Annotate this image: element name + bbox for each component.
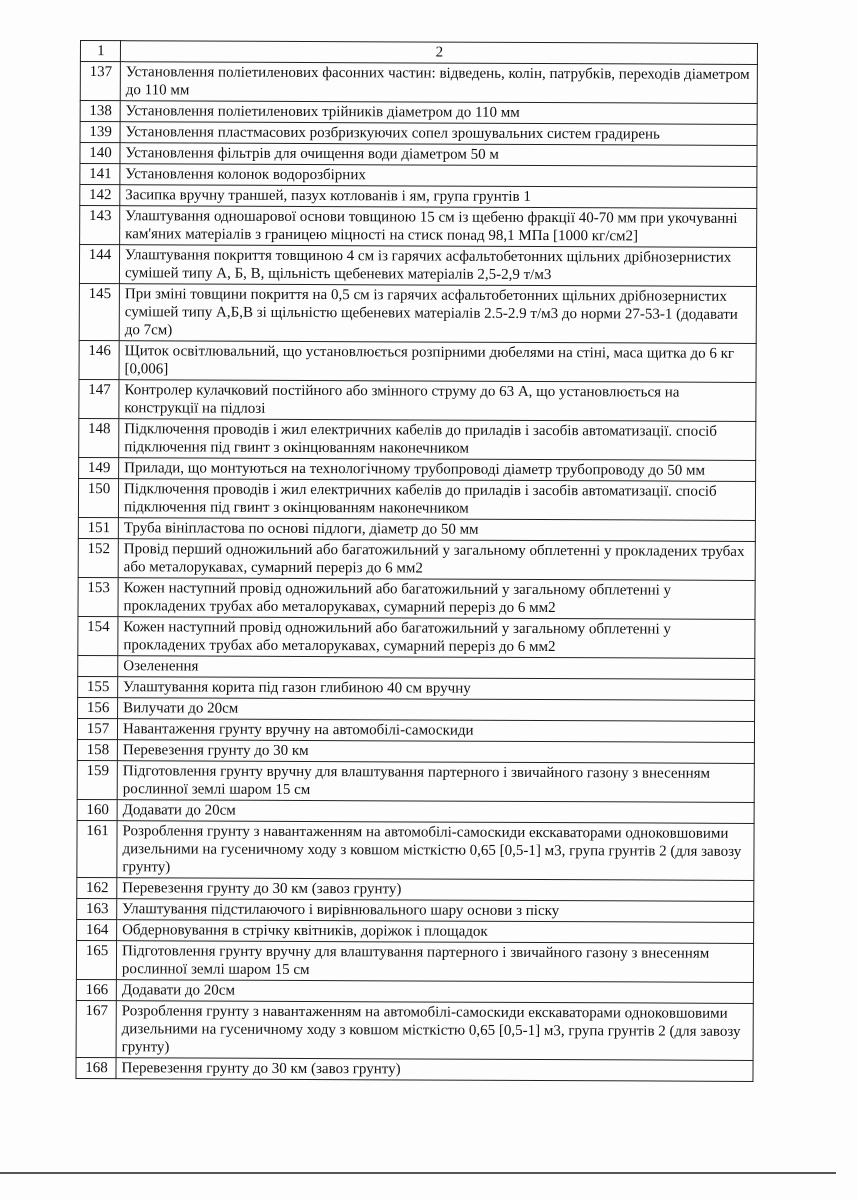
table-row (80, 185, 757, 209)
row-description: Улаштування покриття товщиною 4 см із гарячих асфальтобетонних щільних дрібнозернистих сумішей типу А, Б, В, щільність щебеневих матеріалів 2,5-2,9 т/м3 (119, 245, 756, 287)
row-description: Засипка вручну траншей, пазух котлованів і ям, група грунтів 1 (120, 185, 757, 209)
table-row (78, 538, 755, 580)
row-description: Підготовлення грунту вручну для влаштування партерного і звичайного газону з внесенням рослинної землі шаром 15 см (117, 761, 754, 803)
row-number: 154 (78, 616, 118, 655)
row-description: Прилади, що монтуються на технологічному трубопроводі діаметр трубопроводу до 50 мм (119, 458, 756, 482)
row-description: Підключення проводів і жил електричних кабелів до приладів і засобів автоматизації. спосіб підключення під гвинт з окінцюванням наконечником (119, 419, 756, 461)
row-description: Контролер кулачковий постійного або змінного струму до 63 А, що установлюється на конструкції на підлозі (119, 380, 756, 422)
table-row (80, 101, 757, 125)
row-description: Перевезення грунту до 30 км (117, 740, 754, 764)
table-row (77, 760, 754, 802)
row-description: Установлення поліетиленових трійників діаметром до 110 мм (120, 101, 757, 125)
row-number (78, 655, 118, 676)
row-number: 167 (76, 1000, 116, 1057)
row-number: 146 (79, 340, 119, 379)
row-description: Установлення фільтрів для очищення води діаметром 50 м (120, 143, 757, 167)
column-description-header: 2 (120, 41, 757, 65)
row-number: 159 (77, 760, 117, 799)
row-number: 157 (77, 718, 117, 739)
table-row (79, 457, 756, 481)
table-row (77, 739, 754, 763)
row-number: 138 (80, 101, 120, 122)
row-description: При зміні товщини покриття на 0,5 см із гарячих асфальтобетонних щільних дрібнозернистих сумішей типу А,Б,В зі щільністю щебеневих матеріалів 2.5-2.9 т/м3 до норми 27-53-1 (додавати до 7см) (119, 284, 756, 344)
row-number: 165 (76, 940, 116, 979)
table-row (78, 616, 755, 658)
table-row (78, 517, 755, 541)
table-row (78, 697, 755, 721)
row-number: 164 (77, 919, 117, 940)
row-description: Обдерновування в стрічку квітників, доріжок і площадок (117, 920, 754, 944)
row-number: 152 (78, 538, 118, 577)
row-description: Кожен наступний провід одножильний або багатожильний у загальному обплетенні у прокладених трубах або металорукавах, сумарний переріз до 6 мм2 (118, 578, 755, 620)
table-row (78, 676, 755, 700)
table-row (79, 379, 756, 421)
row-number: 149 (79, 457, 119, 478)
row-description: Установлення колонок водорозбірних (120, 164, 757, 188)
row-number: 156 (78, 697, 118, 718)
row-number: 140 (80, 143, 120, 164)
table-row (77, 718, 754, 742)
row-description: Щиток освітлювальний, що установлюється розпірними дюбелями на стіні, маса щитка до 6 кг [0,006] (119, 341, 756, 383)
row-description: Розроблення грунту з навантаженням на автомобілі-самоскиди екскаваторами одноковшовими дизельними на гусеничному ходу з ковшом місткістю 0,65 [0,5-1] м3, група грунтів 2 (для завозу грунту) (117, 821, 754, 881)
row-description: Додавати до 20см (117, 800, 754, 824)
row-description: Труба вініпластова по основі підлоги, діаметр до 50 мм (118, 518, 755, 542)
table-row (79, 418, 756, 460)
section-row (78, 655, 755, 679)
table-header-row (80, 41, 757, 65)
table-row (80, 122, 757, 146)
row-number: 142 (80, 185, 120, 206)
row-description: Установлення пластмасових розбризкуючих сопел зрошувальних систем градирень (120, 122, 757, 146)
row-description: Навантаження грунту вручну на автомобілі-самоскиди (117, 719, 754, 743)
table-row (79, 245, 756, 287)
row-description: Перевезення грунту до 30 км (завоз грунту) (117, 878, 754, 902)
table-row (77, 919, 754, 943)
row-number: 153 (78, 577, 118, 616)
row-number: 148 (79, 418, 119, 457)
row-description: Установлення поліетиленових фасонних частин: відведень, колін, патрубків, переходів діаметром до 110 мм (120, 62, 757, 104)
works-table-body (76, 41, 758, 1082)
table-row (76, 1057, 753, 1081)
row-description: Розроблення грунту з навантаженням на автомобілі-самоскиди екскаваторами одноковшовими дизельними на гусеничному ходу з ковшом місткістю 0,65 [0,5-1] м3, група грунтів 2 (для завозу грунту) (116, 1001, 753, 1061)
table-row (76, 1000, 753, 1060)
row-number: 139 (80, 122, 120, 143)
works-table (75, 40, 758, 1082)
table-row (77, 877, 754, 901)
table-row (79, 340, 756, 382)
table-row (80, 143, 757, 167)
row-number: 158 (77, 739, 117, 760)
row-description: Підготовлення грунту вручну для влаштування партерного і звичайного газону з внесенням рослинної землі шаром 15 см (116, 941, 753, 983)
table-row (77, 820, 754, 880)
table-row (79, 283, 756, 343)
section-title: Озеленення (118, 656, 755, 680)
row-description: Додавати до 20см (116, 980, 753, 1004)
row-number: 160 (77, 799, 117, 820)
table-row (80, 164, 757, 188)
column-number-header: 1 (80, 41, 120, 62)
row-number: 166 (76, 979, 116, 1000)
row-number: 150 (78, 478, 118, 517)
row-description: Улаштування підстилаючого і вирівнювального шару основи з піску (117, 899, 754, 923)
table-row (78, 478, 755, 520)
row-number: 141 (80, 164, 120, 185)
table-row (76, 979, 753, 1003)
row-number: 162 (77, 877, 117, 898)
row-number: 145 (79, 283, 119, 340)
row-description: Улаштування одношарової основи товщиною 15 см із щебеню фракції 40-70 мм при укочуванні кам'яних матеріалів з границею міцності на стиск понад 98,1 МПа [1000 кг/см2] (120, 206, 757, 248)
table-row (78, 577, 755, 619)
row-number: 168 (76, 1057, 116, 1078)
row-number: 137 (80, 62, 120, 101)
row-number: 161 (77, 820, 117, 877)
table-row (80, 62, 757, 104)
row-description: Вилучати до 20см (118, 698, 755, 722)
row-description: Перевезення грунту до 30 км (завоз грунту) (116, 1058, 753, 1082)
table-row (77, 799, 754, 823)
table-row (77, 898, 754, 922)
table-row (76, 940, 753, 982)
row-number: 143 (80, 206, 120, 245)
row-number: 155 (78, 676, 118, 697)
row-number: 151 (78, 517, 118, 538)
row-description: Підключення проводів і жил електричних кабелів до приладів і засобів автоматизації. спосіб підключення під гвинт з окінцюванням наконечником (118, 479, 755, 521)
row-number: 144 (79, 245, 119, 284)
scan-edge-line (0, 1172, 836, 1174)
row-description: Улаштування корита під газон глибиною 40 см вручну (118, 677, 755, 701)
row-description: Кожен наступний провід одножильний або багатожильний у загальному обплетенні у прокладених трубах або металорукавах, сумарний переріз до 6 мм2 (118, 617, 755, 659)
table-row (80, 206, 757, 248)
row-number: 147 (79, 379, 119, 418)
row-description: Провід перший одножильний або багатожильний у загальному обплетенні у прокладених трубах або металорукавах, сумарний переріз до 6 мм2 (118, 539, 755, 581)
row-number: 163 (77, 898, 117, 919)
